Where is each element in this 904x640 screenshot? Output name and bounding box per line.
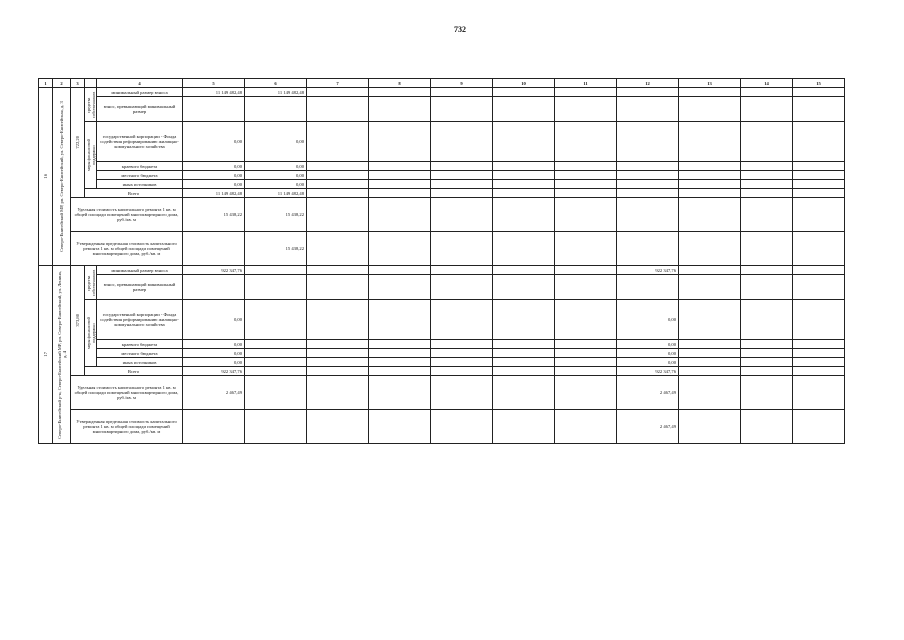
col-header: 1 xyxy=(39,79,53,88)
value-cell xyxy=(183,232,245,266)
value-cell xyxy=(307,97,369,122)
value-cell xyxy=(617,122,679,162)
value-cell xyxy=(741,300,793,340)
value-cell: 0,00 xyxy=(617,340,679,349)
value-cell xyxy=(493,367,555,376)
value-cell: 15 438,22 xyxy=(245,232,307,266)
value-cell xyxy=(431,171,493,180)
value-cell xyxy=(307,88,369,97)
table-row xyxy=(39,340,845,349)
value-cell: 0,00 xyxy=(617,349,679,358)
support-label: меры финансовой поддержки xyxy=(85,317,96,349)
row-number xyxy=(39,266,53,444)
value-cell xyxy=(369,349,431,358)
owners-funds-group xyxy=(85,266,97,300)
value-cell xyxy=(793,171,845,180)
col-header xyxy=(85,79,97,88)
col-header: 10 xyxy=(493,79,555,88)
value-cell xyxy=(431,300,493,340)
value-cell xyxy=(431,349,493,358)
value-cell: 0,00 xyxy=(183,180,245,189)
value-cell xyxy=(369,189,431,198)
value-cell xyxy=(741,358,793,367)
value-cell xyxy=(617,171,679,180)
value-cell: 0,00 xyxy=(183,162,245,171)
row-label: Всего xyxy=(85,367,183,376)
value-cell xyxy=(307,171,369,180)
table-row xyxy=(39,198,845,232)
value-cell xyxy=(679,275,741,300)
value-cell xyxy=(307,367,369,376)
value-cell xyxy=(431,88,493,97)
table-row xyxy=(39,349,845,358)
value-cell: 0,00 xyxy=(617,300,679,340)
value-cell xyxy=(555,189,617,198)
col-header: 2 xyxy=(53,79,71,88)
area-cell xyxy=(71,88,85,198)
value-cell xyxy=(493,349,555,358)
row-label: Всего xyxy=(85,189,183,198)
area-text: 722,20 xyxy=(75,136,80,149)
value-cell xyxy=(431,180,493,189)
value-cell xyxy=(431,275,493,300)
row-label: иных источников xyxy=(97,358,183,367)
value-cell xyxy=(741,189,793,198)
value-cell xyxy=(431,97,493,122)
value-cell xyxy=(617,97,679,122)
value-cell xyxy=(183,97,245,122)
value-cell xyxy=(493,232,555,266)
value-cell xyxy=(245,340,307,349)
value-cell xyxy=(245,266,307,275)
value-cell xyxy=(307,376,369,410)
value-cell xyxy=(245,97,307,122)
value-cell xyxy=(431,410,493,444)
value-cell xyxy=(369,88,431,97)
value-cell xyxy=(245,376,307,410)
value-cell xyxy=(741,198,793,232)
value-cell xyxy=(555,180,617,189)
value-cell xyxy=(431,162,493,171)
row-label: местного бюджета xyxy=(97,349,183,358)
value-cell xyxy=(307,189,369,198)
value-cell xyxy=(307,162,369,171)
table-row xyxy=(39,266,845,275)
value-cell: 0,00 xyxy=(183,340,245,349)
value-cell: 0,00 xyxy=(183,358,245,367)
value-cell xyxy=(555,198,617,232)
col-header: 14 xyxy=(741,79,793,88)
row-label: местного бюджета xyxy=(97,171,183,180)
value-cell xyxy=(493,300,555,340)
row-label: краевого бюджета xyxy=(97,162,183,171)
value-cell xyxy=(369,232,431,266)
value-cell xyxy=(555,376,617,410)
value-cell xyxy=(555,122,617,162)
value-cell xyxy=(493,410,555,444)
table-row xyxy=(39,189,845,198)
value-cell xyxy=(555,410,617,444)
row-label: Удельная стоимость капитального ремонта 1 кв. м общей площади помещений многоквартирного дома, руб./кв. м xyxy=(71,198,183,232)
value-cell xyxy=(369,300,431,340)
col-header: 7 xyxy=(307,79,369,88)
value-cell xyxy=(679,340,741,349)
value-cell xyxy=(431,189,493,198)
value-cell xyxy=(369,97,431,122)
value-cell: 11 149 482,48 xyxy=(183,88,245,97)
col-header: 9 xyxy=(431,79,493,88)
support-group xyxy=(85,122,97,189)
value-cell xyxy=(493,180,555,189)
value-cell xyxy=(245,275,307,300)
value-cell xyxy=(369,180,431,189)
value-cell: 922 347,76 xyxy=(183,266,245,275)
value-cell xyxy=(741,97,793,122)
value-cell xyxy=(793,367,845,376)
value-cell xyxy=(679,97,741,122)
value-cell xyxy=(307,300,369,340)
value-cell: 2 467,49 xyxy=(617,376,679,410)
table-row xyxy=(39,162,845,171)
value-cell xyxy=(493,122,555,162)
owners-funds-label: средства собственников xyxy=(85,269,96,296)
value-cell xyxy=(369,198,431,232)
support-group xyxy=(85,300,97,367)
value-cell: 0,00 xyxy=(183,171,245,180)
value-cell xyxy=(431,376,493,410)
value-cell xyxy=(679,189,741,198)
value-cell xyxy=(555,97,617,122)
table-row xyxy=(39,300,845,340)
value-cell xyxy=(679,162,741,171)
value-cell xyxy=(183,275,245,300)
value-cell xyxy=(493,266,555,275)
value-cell xyxy=(493,340,555,349)
value-cell xyxy=(307,349,369,358)
col-header: 6 xyxy=(245,79,307,88)
table-row xyxy=(39,88,845,97)
row-label: Утвержденная предельная стоимость капитального ремонта 1 кв. м общей площади помещений многоквартирного дома, руб./кв. м xyxy=(71,410,183,444)
value-cell xyxy=(431,367,493,376)
value-cell xyxy=(793,275,845,300)
value-cell xyxy=(617,198,679,232)
row-label: минимальный размер взноса xyxy=(97,266,183,275)
value-cell xyxy=(741,275,793,300)
support-label: меры финансовой поддержки xyxy=(85,139,96,171)
row-label: взнос, превышающий минимальный размер xyxy=(97,97,183,122)
column-header-row xyxy=(39,79,845,88)
value-cell xyxy=(555,349,617,358)
value-cell xyxy=(793,97,845,122)
col-header: 3 xyxy=(71,79,85,88)
value-cell xyxy=(793,266,845,275)
value-cell xyxy=(245,358,307,367)
col-header: 5 xyxy=(183,79,245,88)
value-cell xyxy=(555,171,617,180)
value-cell xyxy=(555,232,617,266)
value-cell: 0,00 xyxy=(183,300,245,340)
value-cell xyxy=(431,232,493,266)
value-cell xyxy=(369,410,431,444)
value-cell xyxy=(431,358,493,367)
value-cell: 11 149 482,48 xyxy=(183,189,245,198)
value-cell xyxy=(555,266,617,275)
value-cell xyxy=(679,198,741,232)
value-cell xyxy=(679,358,741,367)
value-cell xyxy=(493,275,555,300)
value-cell: 922 347,76 xyxy=(183,367,245,376)
value-cell xyxy=(307,358,369,367)
value-cell xyxy=(793,376,845,410)
value-cell xyxy=(245,410,307,444)
value-cell xyxy=(493,162,555,171)
col-header: 15 xyxy=(793,79,845,88)
value-cell xyxy=(793,198,845,232)
row-label: Утвержденная предельная стоимость капитального ремонта 1 кв. м общей площади помещений многоквартирного дома, руб./кв. м xyxy=(71,232,183,266)
value-cell xyxy=(369,376,431,410)
table-row xyxy=(39,358,845,367)
value-cell xyxy=(793,122,845,162)
value-cell xyxy=(679,349,741,358)
value-cell xyxy=(741,88,793,97)
value-cell xyxy=(741,376,793,410)
value-cell xyxy=(741,340,793,349)
value-cell xyxy=(431,122,493,162)
value-cell: 0,00 xyxy=(183,122,245,162)
value-cell xyxy=(741,232,793,266)
row-label: государственной корпорации - Фонда содействия реформированию жилищно-коммунального хозяйства xyxy=(97,300,183,340)
value-cell xyxy=(493,198,555,232)
row-label: Удельная стоимость капитального ремонта 1 кв. м общей площади помещений многоквартирного дома, руб./кв. м xyxy=(71,376,183,410)
value-cell xyxy=(793,358,845,367)
value-cell xyxy=(679,232,741,266)
value-cell xyxy=(307,180,369,189)
table-row xyxy=(39,410,845,444)
row-label: иных источников xyxy=(97,180,183,189)
value-cell xyxy=(741,180,793,189)
value-cell: 2 467,49 xyxy=(183,376,245,410)
value-cell xyxy=(555,340,617,349)
value-cell xyxy=(679,171,741,180)
value-cell: 922 347,76 xyxy=(617,266,679,275)
address-cell xyxy=(53,266,71,444)
value-cell xyxy=(183,410,245,444)
row-label: минимальный размер взноса xyxy=(97,88,183,97)
value-cell xyxy=(679,122,741,162)
table-row xyxy=(39,122,845,162)
col-header: 8 xyxy=(369,79,431,88)
value-cell: 2 467,49 xyxy=(617,410,679,444)
value-cell xyxy=(431,266,493,275)
value-cell xyxy=(617,180,679,189)
value-cell xyxy=(555,367,617,376)
value-cell xyxy=(793,88,845,97)
value-cell xyxy=(307,275,369,300)
area-cell xyxy=(71,266,85,376)
value-cell xyxy=(679,88,741,97)
value-cell xyxy=(679,367,741,376)
table-row xyxy=(39,97,845,122)
owners-funds-label: средства собственников xyxy=(85,91,96,118)
value-cell xyxy=(741,367,793,376)
value-cell xyxy=(307,232,369,266)
value-cell: 15 438,22 xyxy=(245,198,307,232)
table-row xyxy=(39,376,845,410)
row-label: взнос, превышающий минимальный размер xyxy=(97,275,183,300)
value-cell xyxy=(617,232,679,266)
value-cell xyxy=(617,189,679,198)
value-cell xyxy=(793,349,845,358)
capital-repair-table xyxy=(38,78,845,444)
value-cell: 0,00 xyxy=(245,122,307,162)
value-cell xyxy=(369,275,431,300)
value-cell xyxy=(741,410,793,444)
value-cell xyxy=(679,376,741,410)
value-cell: 0,00 xyxy=(617,358,679,367)
value-cell xyxy=(679,410,741,444)
value-cell xyxy=(617,88,679,97)
row-number xyxy=(39,88,53,266)
value-cell xyxy=(679,180,741,189)
value-cell xyxy=(493,358,555,367)
value-cell xyxy=(431,340,493,349)
value-cell xyxy=(793,162,845,171)
value-cell xyxy=(369,162,431,171)
value-cell: 922 347,76 xyxy=(617,367,679,376)
value-cell xyxy=(679,266,741,275)
value-cell: 0,00 xyxy=(245,162,307,171)
value-cell: 0,00 xyxy=(183,349,245,358)
value-cell: 0,00 xyxy=(245,180,307,189)
value-cell xyxy=(493,88,555,97)
value-cell xyxy=(307,266,369,275)
value-cell xyxy=(369,266,431,275)
address-cell xyxy=(53,88,71,266)
value-cell xyxy=(793,410,845,444)
value-cell: 11 149 482,48 xyxy=(245,88,307,97)
value-cell xyxy=(307,198,369,232)
value-cell xyxy=(307,122,369,162)
value-cell xyxy=(793,300,845,340)
value-cell xyxy=(555,300,617,340)
value-cell xyxy=(493,376,555,410)
value-cell xyxy=(369,340,431,349)
value-cell xyxy=(741,171,793,180)
col-header: 12 xyxy=(617,79,679,88)
value-cell xyxy=(369,171,431,180)
row-label: краевого бюджета xyxy=(97,340,183,349)
value-cell xyxy=(245,349,307,358)
value-cell xyxy=(555,162,617,171)
value-cell xyxy=(793,232,845,266)
value-cell xyxy=(793,189,845,198)
col-header: 11 xyxy=(555,79,617,88)
col-header: 13 xyxy=(679,79,741,88)
value-cell xyxy=(431,198,493,232)
table-row xyxy=(39,171,845,180)
value-cell xyxy=(679,300,741,340)
value-cell xyxy=(555,275,617,300)
value-cell xyxy=(245,367,307,376)
value-cell xyxy=(617,275,679,300)
table-row xyxy=(39,232,845,266)
table-row xyxy=(39,180,845,189)
value-cell xyxy=(555,358,617,367)
table-row xyxy=(39,275,845,300)
table-row xyxy=(39,367,845,376)
address-text: Северо-Енисейский МР, рп. Северо-Енисейский, ул. Северо-Енисейская, д. 3 xyxy=(59,101,64,252)
value-cell: 11 149 482,48 xyxy=(245,189,307,198)
value-cell: 0,00 xyxy=(245,171,307,180)
value-cell xyxy=(369,358,431,367)
value-cell xyxy=(493,189,555,198)
address-text: Северо-Енисейский р-н, Северо-Енисейский МР, рп. Северо-Енисейский, ул. Ленина, д. 4 xyxy=(56,270,67,439)
area-text: 373,80 xyxy=(75,314,80,327)
row-number-text: 17 xyxy=(43,352,48,357)
value-cell xyxy=(307,410,369,444)
value-cell xyxy=(493,97,555,122)
value-cell xyxy=(617,162,679,171)
value-cell xyxy=(793,180,845,189)
value-cell xyxy=(369,367,431,376)
value-cell xyxy=(741,122,793,162)
value-cell xyxy=(307,340,369,349)
value-cell xyxy=(493,171,555,180)
value-cell xyxy=(793,340,845,349)
value-cell xyxy=(741,266,793,275)
value-cell xyxy=(555,88,617,97)
owners-funds-group xyxy=(85,88,97,122)
col-header: 4 xyxy=(97,79,183,88)
page-number: 732 xyxy=(454,25,466,34)
row-number-text: 16 xyxy=(43,174,48,179)
value-cell xyxy=(741,162,793,171)
value-cell xyxy=(369,122,431,162)
value-cell xyxy=(741,349,793,358)
value-cell: 15 438,22 xyxy=(183,198,245,232)
row-label: государственной корпорации - Фонда содействия реформированию жилищно-коммунального хозяйства xyxy=(97,122,183,162)
value-cell xyxy=(245,300,307,340)
